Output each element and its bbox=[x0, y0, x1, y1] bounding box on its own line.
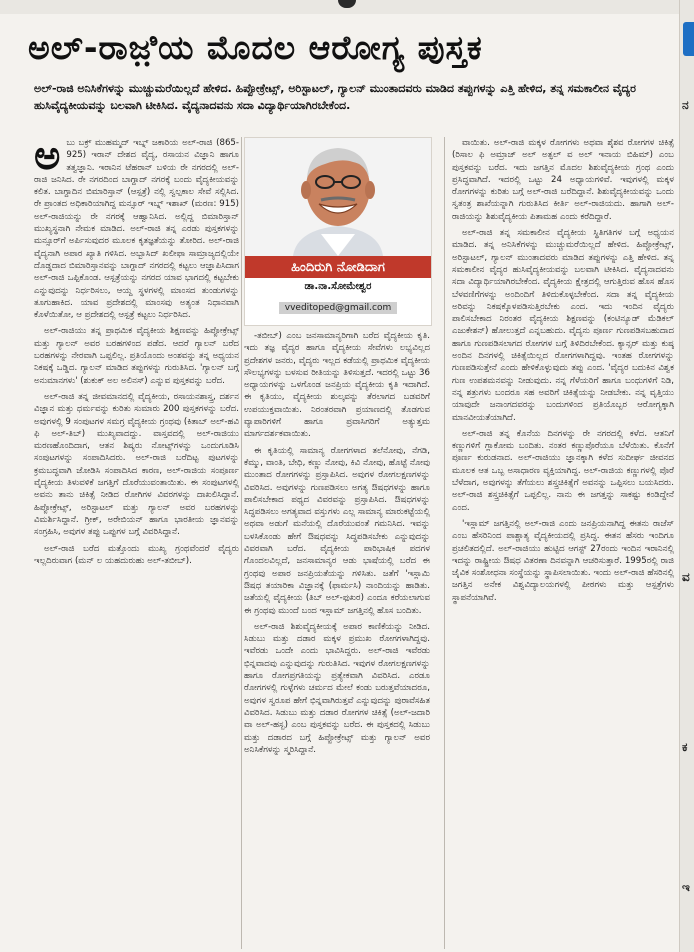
paragraph: -ತಬೀಬ್) ಎಂಬ ಜನಸಾಮಾನ್ಯರಿಗಾಗಿ ಬರೆದ ವೈದ್ಯಕೀಯ ಕೃತಿ. ಇದು ತಜ್ಞ ವೈದ್ಯರ ಹಾಗೂ ವೈದ್ಯಕೀಯ ಸೇವೆಗಳು ಲಭ್ಯವಿಲ್ಲದ ಪ್ರದೇಶಗಳ ಜನರು, ವೈದ್ಯರು ಇಲ್ಲದ ಕಡೆಯಲ್ಲಿ ಪ್ರಾಥಮಿಕ ವೈದ್ಯಕೀಯ ಸೌಲಭ್ಯಗಳನ್ನು ಬಳಸುವ ರೀತಿಯನ್ನು ತಿಳಿಸುತ್ತದೆ. ಇದರಲ್ಲಿ ಒಟ್ಟು 36 ಅಧ್ಯಾಯಗಳನ್ನು ಒಳಗೊಂಡ ಜನಪ್ರಿಯ ವೈದ್ಯಕೀಯ ಕೃತಿ ಇದಾಗಿದೆ. ಈ ಕೃತಿಯು, ವೈದ್ಯಕೀಯ ಶುಲ್ಕವನ್ನು ತೆರಲಾಗದ ಬಡವರಿಗೆ ಉಪಯುಕ್ತವಾಯಿತು. ನಿರಂತರವಾಗಿ ಪ್ರಯಾಣದಲ್ಲಿ ತೊಡಗುವ ವ್ಯಾಪಾರಿಗಳಿಗೆ ಹಾಗೂ ಪ್ರವಾಸಿಗರಿಗೆ ಅತ್ಯುತ್ತಮ ಮಾರ್ಗದರ್ಶಕವಾಯಿತು. bbox=[244, 331, 430, 440]
adjacent-page-edge bbox=[679, 0, 694, 952]
paragraph: ಅಲ್-ರಾಜಿ ಬರೆದ ಮತ್ತೊಂದು ಮುಖ್ಯ ಗ್ರಂಥವೆಂದರೆ ವೈದ್ಯರು ಇಲ್ಲದಿರುವಾಗ (ಮನ್ ಲ ಯಹದುರುಹು ಅಲ್-ತಬೀಬ್). bbox=[34, 543, 239, 566]
paragraph: ಅಲ್-ರಾಜಿ ತನ್ನ ಕೊನೆಯ ದಿನಗಳನ್ನು ರೇ ನಗರದಲ್ಲಿ ಕಳೆದ. ಆತನಿಗೆ ಕಣ್ಣುಗಳಿಗೆ ಗ್ಲಾಕೋಮ ಬಂದಿತು. ನಂತರ ಕಣ್ಣುಪೊರೆಯೂ ಬೆಳೆಯಿತು. ಕೊನೆಗೆ ಪೂರ್ಣ ಕುರುಡನಾದ. ಅಲ್-ರಾಜಿಯು ಜ್ಞಾನಕ್ಕಾಗಿ ಕಳೆದ ಸುದೀರ್ಘ ಜೀವನದ ಮೂಲಕ ಆತ ಒಬ್ಬ ಅಸಾಧಾರಣ ವ್ಯಕ್ತಿಯಾಗಿದ್ದ. ಅಲ್-ರಾಜಿಯ ಕಣ್ಣುಗಳಲ್ಲಿ ಪೊರೆ ಬೆಳೆದಾಗ, ಅವುಗಳನ್ನು ತೆಗೆಯಲು ಶಸ್ತ್ರಚಿಕಿತ್ಸೆಗೆ ಅವನನ್ನು ಒಪ್ಪಿಸಲು ಬಯಸಿದರು. ಅಲ್-ರಾಜಿ ಶಸ್ತ್ರಚಿಕಿತ್ಸೆಗೆ ಒಪ್ಪಲಿಲ್ಲ. ನಾನು ಈ ಜಗತ್ತನ್ನು ಸಾಕಷ್ಟು ಕಂಡಿದ್ದೇನೆ ಎಂದ. bbox=[452, 428, 674, 513]
paragraph: ಈ ಕೃತಿಯಲ್ಲಿ ಸಾಮಾನ್ಯ ರೋಗಗಳಾದ ತಲೆನೋವು, ನೆಗಡಿ, ಕೆಮ್ಮು, ವಾಂತಿ, ಬೇಧಿ, ಕಣ್ಣು ನೋವು, ಕಿವಿ ನೋವು, ಹೊಟ್ಟೆ ನೋವು ಮುಂತಾದ ರೋಗಗಳನ್ನು ಪ್ರಸ್ತಾಪಿಸಿದ. ಅವುಗಳ ರೋಗಲಕ್ಷಣಗಳನ್ನು ವಿವರಿಸಿದ. ಅವುಗಳನ್ನು ಗುಣಪಡಿಸಲು ಅಗತ್ಯ ಔಷಧಗಳನ್ನು ಹಾಗೂ ಪಾಲಿಸಬೇಕಾದ ಪಥ್ಯದ ವಿವರವನ್ನು ಪ್ರಸ್ತಾಪಿಸಿದ. ಔಷಧಗಳನ್ನು ಸಿದ್ಧಪಡಿಸಲು ಅಗತ್ಯವಾದ ವಸ್ತುಗಳು ಎಲ್ಲ ಸಾಮಾನ್ಯ ಮಾರುಕಟ್ಟೆಯಲ್ಲಿ ಅಥವಾ ಅಡುಗೆ ಮನೆಯಲ್ಲಿ ದೊರೆಯುವಂತೆ ಗಮನಿಸಿದ. ಇವನ್ನು ಬಳಸಿಕೊಂಡು ಹೇಗೆ ಔಷಧವನ್ನು ಸಿದ್ಧಪಡಿಸಬೇಕು ಎನ್ನುವುದನ್ನು ವಿವರವಾಗಿ ಬರೆದ. ವೈದ್ಯಕೀಯ ಪಾರಿಭಾಷಿಕ ಪದಗಳ ಗೊಂದಲವಿಲ್ಲದೆ, ಜನಸಾಮಾನ್ಯರ ಆಡು ಭಾಷೆಯಲ್ಲಿ ಬರೆದ ಈ ಗ್ರಂಥವು ಅಪಾರ ಜನಪ್ರಿಯತೆಯನ್ನು ಗಳಿಸಿತು. ಜತೆಗೆ 'ಇಸ್ಲಾಮಿ ಔಷಧ ತಯಾರಿಕಾ ವಿಜ್ಞಾನಕ್ಕೆ (ಫಾರ್ಮಸಿ) ನಾಂದಿಯನ್ನು ಹಾಡಿತು. ಜತೆಯಲ್ಲಿ ವೈದ್ಯಕೀಯ (ತಿಬ್ ಅಲ್-ಫುಖರ) ಎಂದೂ ಕರೆಯಲಾಗುವ ಈ ಗ್ರಂಥವು ಮುಂದೆ ಬಂದ ಇಸ್ಲಾಮ್ ಜಗತ್ತಿನಲ್ಲಿ ಹೊಸ ಬಂದಿತು. bbox=[244, 445, 430, 616]
adjacent-page-tab bbox=[683, 22, 694, 56]
adjacent-page-glyph: ಇ bbox=[682, 880, 690, 894]
column-divider bbox=[241, 137, 242, 949]
paragraph: ಬು ಬಕ್ರ್ ಮುಹಮ್ಮದ್ ಇಬ್ನ್ ಜಕಾರಿಯ ಅಲ್-ರಾಜಿ (865-925) ಇರಾನ್ ದೇಶದ ವೈದ್ಯ, ರಸಾಯನ ವಿಜ್ಞಾನಿ ಹಾಗೂ ತತ್ವಜ್ಞಾನಿ. ಇರಾನಿನ ಟೆಹರಾನ್ ಬಳಿಯ ರೇ ನಗರದಲ್ಲಿ ಅಲ್-ರಾಜಿ ಜನಿಸಿದ. ರೇ ನಗರದಿಂದ ಬಾಗ್ದಾದ್ ನಗರಕ್ಕೆ ಬಂದು ವೈದ್ಯಕೀಯವನ್ನು ಕಲಿತ. ಬಾಗ್ದಾದಿನ ಬಿಮಾರಿಸ್ತಾನ್ (ಆಸ್ಪತ್ರೆ) ನಲ್ಲಿ ಸ್ವಲ್ಪಕಾಲ ಸೇವೆ ಸಲ್ಲಿಸಿದ. ರೇ ಪ್ರಾಂತದ ಅಧಿಕಾರಿಯಾಗಿದ್ದ ಮನ್ಸೂರ್ ಇಬ್ನ್ ಇಶಾಖ್ (ಮರಣ: 915) ಅಲ್-ರಾಜಿಯನ್ನು ರೇ ನಗರಕ್ಕೆ ಆಹ್ವಾನಿಸಿದ. ಅಲ್ಲಿದ್ದ ಬಿಮಾರಿಸ್ತಾನ್ ಮುಖ್ಯಸ್ಥನಾಗಿ ನೇಮಕ ಮಾಡಿದ. ಅಲ್-ರಾಜಿ ತನ್ನ ಎರಡು ಪುಸ್ತಕಗಳನ್ನು ಮನ್ಸೂರ್‌ಗೆ ಅರ್ಪಿಸುವುದರ ಮೂಲಕ ಕೃತಜ್ಞತೆಯನ್ನು ತೋರಿದ. ಅಲ್-ರಾಜಿ ವೈದ್ಯನಾಗಿ ಅಪಾರ ಖ್ಯಾತಿ ಗಳಿಸಿದ. ಅಬ್ಬಾಸಿದ್ ಖಲೀಫಾ ಸಾಮ್ರಾಜ್ಯದಲ್ಲಿಯೇ ದೊಡ್ಡದಾದ ಬಿಮಾರಿಸ್ತಾನವನ್ನು ಬಾಗ್ದಾದ್ ನಗರದಲ್ಲಿ ಕಟ್ಟಲು ಆಜ್ಞಾಪಿಸಿದಾಗ ಅಲ್-ರಾಜಿ ಒಪ್ಪಿಕೊಂಡ. ಆಸ್ಪತ್ರೆಯನ್ನು ನಗರದ ಯಾವ ಭಾಗದಲ್ಲಿ ಕಟ್ಟಬೇಕು ಎನ್ನುವುದನ್ನು ನಿರ್ಧರಿಸಲು, ಆಯ್ದ ಸ್ಥಳಗಳಲ್ಲಿ ಮಾಂಸದ ತುಂಡುಗಳನ್ನು ತೂಗುಹಾಕಿದ. ಯಾವ ಪ್ರದೇಶದಲ್ಲಿ ಮಾಂಸವು ಅತ್ಯಂತ ನಿಧಾನವಾಗಿ ಕೊಳೆಯಿತೋ, ಆ ಪ್ರದೇಶದಲ್ಲಿ ಆಸ್ಪತ್ರೆ ಕಟ್ಟಲು ನಿರ್ಧರಿಸಿದ. bbox=[34, 138, 239, 321]
article-column-2 bbox=[244, 330, 430, 949]
column-divider bbox=[444, 137, 445, 949]
article-column-3 bbox=[452, 137, 674, 949]
article-column-1 bbox=[34, 137, 239, 949]
paragraph: ವಾಯಿತು. ಅಲ್-ರಾಜಿ ಮಕ್ಕಳ ರೋಗಗಳು ಅಥವಾ ಶೈಶವ ರೋಗಗಳ ಚಿಕಿತ್ಸೆ (ರಿಸಾಲ ಫಿ ಅಮ್ರಾಜ್ ಅಲ್ ಅತ್ಫಲ್ ವ ಅಲ್ ಇನಾಯ ಬಿಹಿಮ್) ಎಂಬ ಪುಸ್ತಕವನ್ನು ಬರೆದ. ಇದು ಜಗತ್ತಿನ ಮೊದಲ ಶಿಶುವೈದ್ಯಕೀಯ ಗ್ರಂಥ ಎಂದು ಪ್ರಸಿದ್ಧವಾಗಿದೆ. ಇದರಲ್ಲಿ ಒಟ್ಟು 24 ಅಧ್ಯಾಯಗಳಿವೆ. ಇವುಗಳಲ್ಲಿ ಮಕ್ಕಳ ರೋಗಗಳನ್ನು ಕುರಿತು ಬಗ್ಗೆ ಅಲ್-ರಾಜಿ ಬರೆದಿದ್ದಾನೆ. ಶಿಶುವೈದ್ಯಕೀಯವನ್ನು ಒಂದು ಸ್ವತಂತ್ರ ಶಾಖೆಯನ್ನಾಗಿ ಗುರುತಿಸಿದ ಕೀರ್ತಿ ಅಲ್-ರಾಜಿಯದು. ಹಾಗಾಗಿ ಅಲ್-ರಾಜಿಯನ್ನು ಶಿಶುವೈದ್ಯಕೀಯ ಪಿತಾಮಹ ಎಂದು ಕರೆದಿದ್ದಾರೆ. bbox=[452, 138, 674, 222]
author-name: ಡಾ.ನಾ.ಸೋಮೇಶ್ವರ bbox=[245, 278, 431, 296]
columnist-box bbox=[244, 137, 432, 326]
paragraph: 'ಇಸ್ಲಾಮ್ ಜಗತ್ತಿನಲ್ಲಿ ಅಲ್-ರಾಜಿ ಎಂದು ಜನಪ್ರಿಯನಾಗಿದ್ದ ಈತನು ರಾಜೆಸ್ ಎಂಬ ಹೆಸರಿನಿಂದ ಪಾಶ್ಚಾತ್ಯ ವೈದ್ಯಕೀಯದಲ್ಲಿ ಪ್ರಸಿದ್ಧ. ಈತನ ಹೆಸರು ಇಂದಿಗೂ ಪ್ರಚಲಿತದಲ್ಲಿದೆ. ಅಲ್-ರಾಜಿಯು ಹುಟ್ಟಿದ ಆಗಸ್ಟ್ 27ರಂದು ಇಂದಿನ ಇರಾನಿನಲ್ಲಿ ಇದನ್ನು ರಾಷ್ಟ್ರೀಯ ಔಷಧ ವಿತರಣಾ ದಿನವನ್ನಾಗಿ ಆಚರಿಸುತ್ತಾರೆ. 1995ರಲ್ಲಿ ರಾಜಿ ಜೈವಿಕ ಸಂಶೋಧನಾ ಸಂಸ್ಥೆಯನ್ನು ಸ್ಥಾಪಿಸಲಾಯಿತು. ಇಂದು ಅಲ್-ರಾಜಿ ಹೆಸರಿನಲ್ಲಿ ಜಗತ್ತಿನ ಅನೇಕ ವಿಶ್ವವಿದ್ಯಾಲಯಗಳಲ್ಲಿ ಪೀಠಗಳು ಮತ್ತು ಆಸ್ಪತ್ರೆಗಳು ಸ್ಥಾಪನೆಯಾಗಿವೆ. bbox=[452, 518, 674, 603]
author-email[interactable]: vveditoped@gmail.com bbox=[279, 302, 397, 314]
paragraph: ಅಲ್-ರಾಜಿ ತನ್ನ ಸಮಕಾಲೀನ ವೈದ್ಯಕೀಯ ಸ್ಥಿತಿಗತಿಗಳ ಬಗ್ಗೆ ಅಧ್ಯಯನ ಮಾಡಿದ. ತನ್ನ ಅನಿಸಿಕೆಗಳನ್ನು ಮುಚ್ಚುಮರೆಯಿಲ್ಲದೆ ಹೇಳಿದ. ಹಿಪ್ಪೋಕ್ರೇಟ್ಸ್, ಅರಿಸ್ಟಾಟಲ್, ಗ್ಯಾಲನ್ ಮುಂತಾದವರು ಮಾಡಿದ ತಪ್ಪುಗಳನ್ನು ಎತ್ತಿ ಹೇಳಿದ. ತನ್ನ ಸಮಕಾಲೀನ ವೈದ್ಯರ ಹುಸಿವೈದ್ಯಕೀಯವನ್ನು ಬಲವಾಗಿ ಟೀಕಿಸಿದ. ವೈದ್ಯನಾದವನು ಸದಾ ವಿದ್ಯಾರ್ಥಿಯಾಗಿರಬೇಕೆಂದ. ವೈದ್ಯಕೀಯ ಕ್ಷೇತ್ರದಲ್ಲಿ ಆಗುತ್ತಿರುವ ಹೊಸ ಹೊಸ ಬೆಳವಣಿಗೆಗಳನ್ನು ಅಂದಿಂದಿಗೆ ತಿಳಿದುಕೊಳ್ಳಬೇಕೆಂದ. ಸದಾ ತನ್ನ ವೈದ್ಯಕೀಯ ಅರಿವನ್ನು ನಿಕಷಕ್ಕೊಳಪಡಿಸುತ್ತಿರಬೇಕು ಎಂದ. ಇದು ಇಂದಿನ ವೈದ್ಯರು ಪಾಲಿಸಬೇಕಾದ ನಿರಂತರ ವೈದ್ಯಕೀಯ ಶಿಕ್ಷಣವನ್ನು (ಕಂಟಿನ್ಯೂಡ್ ಮೆಡಿಕಲ್ ಎಜುಕೇಶನ್) ಹೋಲುತ್ತದೆ ಎನ್ನಬಹುದು. ವೈದ್ಯನು ಪೂರ್ಣ ಗುಣಪಡಿಸಬಹುದಾದ ಹಾಗೂ ಗುಣಪಡಿಸಲಾಗದ ರೋಗಗಳ ಬಗ್ಗೆ ತಿಳಿದಿರಬೇಕೆಂದ. ಕ್ಯಾನ್ಸರ್ ಮತ್ತು ಕುಷ್ಠ ಅಂದಿನ ದಿನಗಳಲ್ಲಿ ಚಿಕಿತ್ಸೆಯಿಲ್ಲದ ರೋಗಗಳಾಗಿದ್ದವು. ಇಂತಹ ರೋಗಗಳನ್ನು ಗುಣಪಡಿಸುತ್ತೇನೆ ಎಂದು ಹೇಳಿಕೊಳ್ಳುವುದು ತಪ್ಪು ಎಂದ. 'ವೈದ್ಯರ ಬದುಕಿನ ವಿಶ್ವಕ ಗುಣ ಉಪಶಮನವನ್ನು ನೀಡುವುದು. ನನ್ನ ಗೆಳೆಯರಿಗೆ ಹಾಗೂ ಬಂಧುಗಳಿಗೆ ನಿಡಿ, ನನ್ನ ಶತ್ರುಗಳು ಬಂದರೂ ಸಹ ಅವರಿಗೆ ಚಿಕಿತ್ಸೆಯನ್ನು ನೀಡಬೇಕು. ನನ್ನ ವೃತ್ತಿಯು ಯಾವುದೇ ಜನಾಂಗದವರನ್ನು ಬಂದುಗಳಿಂದ ಪ್ರತಿಯೊಬ್ಬರ ಆರೋಗ್ಯಕ್ಕಾಗಿ ಮಾನವೀಯತೆಯಾಗಿದೆ. bbox=[452, 228, 674, 423]
paragraph: ಅಲ್-ರಾಜಿ ಶಿಶುವೈದ್ಯಕೀಯಕ್ಕೆ ಅಪಾರ ಕಾಣಿಕೆಯನ್ನು ನೀಡಿದ. ಸಿಡುಬು ಮತ್ತು ದಡಾರ ಮಕ್ಕಳ ಪ್ರಮುಖ ರೋಗಗಳಾಗಿದ್ದವು. ಇವೆರಡು ಒಂದೇ ಎಂದು ಭಾವಿಸಿದ್ದರು. ಅಲ್-ರಾಜಿ ಇವೆರಡು ಭಿನ್ನವಾದವು ಎನ್ನುವುದನ್ನು ಗುರುತಿಸಿದ. ಇವುಗಳ ರೋಗಲಕ್ಷಣಗಳನ್ನು ಹಾಗೂ ರೋಗಪ್ರಗತಿಯನ್ನು ಪ್ರತ್ಯೇಕವಾಗಿ ವಿವರಿಸಿದ. ಎರಡೂ ರೋಗಗಳಲ್ಲಿ ಗುಳ್ಳೆಗಳು ಚರ್ಮದ ಮೇಲೆ ಕಂಡು ಬರುತ್ತವೆಯಾದರೂ, ಅವುಗಳ ಸ್ವರೂಪ ಹೇಗೆ ಭಿನ್ನವಾಗಿರುತ್ತವೆ ಎನ್ನುವುದನ್ನು ಪುರಾವೆಸಹಿತ ವಿವರಿಸಿದ. ಸಿಡುಬು ಮತ್ತು ದಡಾರ ರೋಗಗಳ ಚಿಕಿತ್ಸೆ (ಅಲ್-ಜದಾರಿ ವಾ ಅಲ್-ಹಸ್ಬ) ಎಂಬ ಪುಸ್ತಕವನ್ನು ಬರೆದ. ಈ ಪುಸ್ತಕದಲ್ಲಿ ಸಿಡುಬು ಮತ್ತು ದಡಾರದ ಬಗ್ಗೆ ಹಿಪ್ಪೋಕ್ರೇಟ್ಸ್ ಮತ್ತು ಗ್ಯಾಲನ್ ಅವರ ಅನಿಸಿಕೆಗಳನ್ನು ಸ್ಮರಿಸಿದ್ದಾನೆ. bbox=[244, 621, 430, 755]
author-photo bbox=[245, 138, 431, 256]
adjacent-page-glyph: ವ bbox=[682, 570, 690, 584]
page-tab-marker bbox=[338, 0, 356, 8]
article-standfirst: ಅಲ್-ರಾಜಿ ಅನಿಸಿಕೆಗಳನ್ನು ಮುಚ್ಚುಮರೆಯಿಲ್ಲದೆ ಹೇಳಿದ. ಹಿಪ್ಪೋಕ್ರೇಟ್ಸ್, ಅರಿಸ್ಟಾಟಲ್, ಗ್ಯಾಲನ್ ಮುಂತಾದವರು ಮಾಡಿದ ತಪ್ಪುಗಳನ್ನು ಎತ್ತಿ ಹೇಳಿದ, ತನ್ನ ಸಮಕಾಲೀನ ವೈದ್ಯರ ಹುಸಿವೈದ್ಯಕೀಯವನ್ನು ಬಲವಾಗಿ ಟೀಕಿಸಿದ. ವೈದ್ಯನಾದವನು ಸದಾ ವಿದ್ಯಾರ್ಥಿಯಾಗಿರಬೇಕೆಂದ. bbox=[34, 82, 636, 112]
adjacent-page-glyph: ಕ bbox=[682, 740, 688, 754]
author-email-row bbox=[245, 298, 431, 318]
top-strip bbox=[0, 0, 694, 14]
author-portrait-illustration bbox=[245, 138, 431, 256]
adjacent-page-glyph: ನ bbox=[682, 98, 689, 112]
column-name: ಹಿಂದಿರುಗಿ ನೋಡಿದಾಗ bbox=[291, 260, 385, 275]
article-headline: ಅಲ್-ರಾಜ಼ಿಯ ಮೊದಲ ಆರೋಗ್ಯ ಪುಸ್ತಕ bbox=[28, 28, 483, 67]
paragraph: ಅಲ್-ರಾಜಿಯು ತನ್ನ ಪ್ರಾಥಮಿಕ ವೈದ್ಯಕೀಯ ಶಿಕ್ಷಣವನ್ನು ಹಿಪ್ಪೋಕ್ರೇಟ್ಸ್ ಮತ್ತು ಗ್ಯಾಲನ್ ಅವರ ಬರಹಗಳಿಂದ ಪಡೆದ. ಆದರೆ ಗ್ಯಾಲನ್ ಬರೆದ ಬರಹಗಳನ್ನು ನೇರವಾಗಿ ಒಪ್ಪಲಿಲ್ಲ. ಪ್ರತಿಯೊಂದು ಅಂಶವನ್ನು ತನ್ನ ಅಧ್ಯಯನ ನಿಕಷಕ್ಕೆ ಒಡ್ಡಿದ. ಗ್ಯಾಲನ್ ಮಾಡಿದ ತಪ್ಪುಗಳನ್ನು ಗುರುತಿಸಿದ. 'ಗ್ಯಾಲನ್ ಬಗ್ಗೆ ಅನುಮಾನಗಳು' (ಶುಕುಕ್ ಅಲ ಅಲಿನಸ್) ಎನ್ನುವ ಪುಸ್ತಕವನ್ನು ಬರೆದ. bbox=[34, 326, 239, 386]
drop-cap: ಅ bbox=[34, 137, 61, 179]
paragraph: ಅಲ್-ರಾಜಿ ತನ್ನ ಜೀವಮಾನದಲ್ಲಿ ವೈದ್ಯಕೀಯ, ರಸಾಯನಶಾಸ್ತ್ರ, ದರ್ಶನ ವಿಜ್ಞಾನ ಮತ್ತು ಧರ್ಮವನ್ನು ಕುರಿತು ಸುಮಾರು 200 ಪುಸ್ತಕಗಳನ್ನು ಬರೆದ. ಅವುಗಳಲ್ಲಿ 9 ಸಂಪುಟಗಳ ಸಮಗ್ರ ವೈದ್ಯಕೀಯ ಗ್ರಂಥವು (ಕಿತಾಬ್ ಅಲ್-ಹವಿ ಫಿ ಅಲ್-ತಿಬ್) ಮುಖ್ಯವಾದದ್ದು. ವಾಸ್ತವದಲ್ಲಿ ಅಲ್-ರಾಜಿಯು ಮರಣಹೊಂದಿದಾಗ, ಆತನ ಶಿಷ್ಯರು ನೋಟ್ಸ್‌ಗಳನ್ನು ಒಂದುಗೂಡಿಸಿ ಸಂಪುಟಗಳನ್ನು ಸಂಪಾದಿಸಿದರು. ಅಲ್-ರಾಜಿ ಬರೆದಿಟ್ಟ ಪುಟಗಳನ್ನು ಕ್ರಮಬದ್ಧವಾಗಿ ಜೋಡಿಸಿ ಸಂಪಾದಿಸಿದ ಕಾರಣ, ಅಲ್-ರಾಜಿಯ ಸಂಪೂರ್ಣ ವೈದ್ಯಕೀಯ ತಿಳುವಳಿಕೆ ಜಗತ್ತಿಗೆ ದೊರೆಯುವಂತಾಯಿತು. ಈ ಸಂಪುಟಗಳಲ್ಲಿ ಅವನು ತಾನು ಚಿಕಿತ್ಸೆ ನೀಡಿದ ರೋಗಿಗಳ ವಿವರಗಳನ್ನು ದಾಖಲಿಸಿದ್ದಾನೆ. ಹಿಪ್ಪೋಕ್ರೇಟ್ಸ್, ಅರಿಸ್ಟಾಟಲ್ ಮತ್ತು ಗ್ಯಾಲನ್ ಅವರ ಬರಹಗಳನ್ನು ವಿಮರ್ಶಿಸಿದ್ದಾನೆ. ಗ್ರೀಕ್, ಅರೇಬಿಯನ್ ಹಾಗೂ ಭಾರತೀಯ ಜ್ಞಾನವನ್ನು ಸಂಗ್ರಹಿಸಿ, ಅವುಗಳ ತಪ್ಪು ಒಪ್ಪುಗಳ ಬಗ್ಗೆ ವಿವರಿಸಿದ್ದಾನೆ. bbox=[34, 391, 239, 538]
